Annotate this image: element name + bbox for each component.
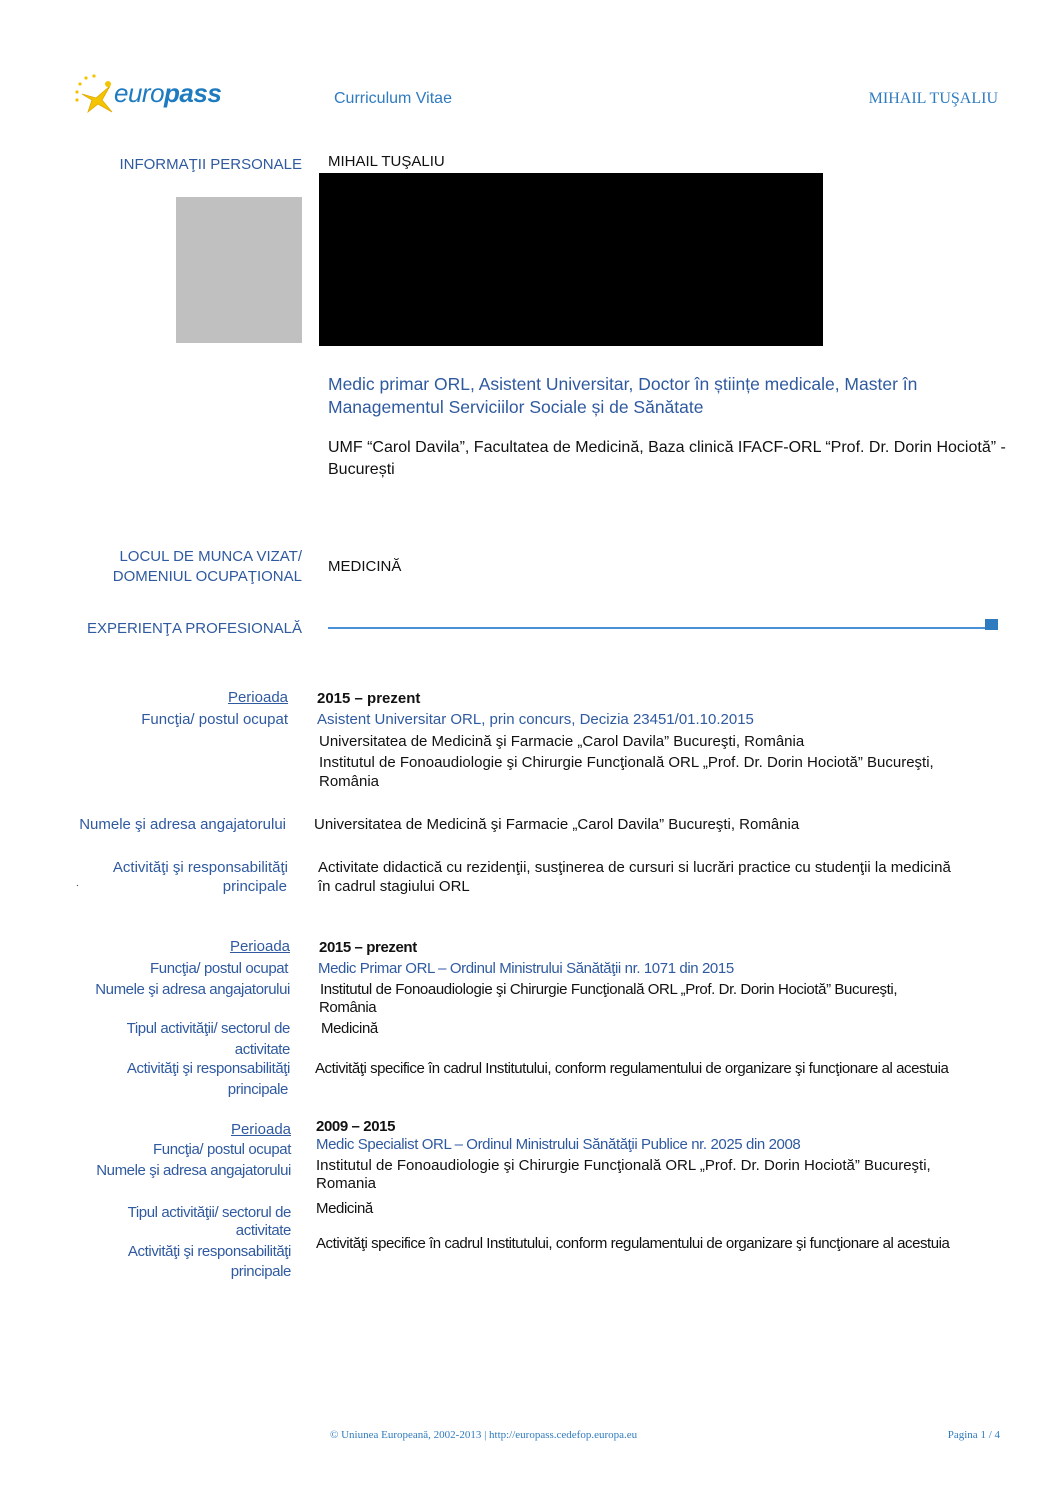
entry1-place2b: România <box>319 773 380 790</box>
job-label-line2: DOMENIUL OCUPAŢIONAL <box>112 568 302 585</box>
entry2-employer-label: Numele şi adresa angajatorului <box>95 981 290 998</box>
entry1-activities-label2: principale <box>222 878 287 895</box>
entry2-activities-label2: principale <box>227 1081 288 1098</box>
entry3-sector: Medicină <box>316 1200 373 1217</box>
entry1-period-label: Perioada <box>227 689 288 706</box>
entry3-function: Medic Specialist ORL – Ordinul Ministrului Sănătăţii Publice nr. 2025 din 2008 <box>316 1136 801 1153</box>
redacted-contact-block <box>319 173 823 346</box>
entry1-activities1: Activitate didactică cu rezidenţii, susţinerea de cursuri si lucrări practice cu studenţii la medicină <box>318 859 951 876</box>
section-divider <box>328 627 986 629</box>
entry3-activities-label1: Activităţi şi responsabilităţi <box>127 1243 291 1260</box>
entry2-function-label: Funcţia/ postul ocupat <box>150 960 288 977</box>
entry3-employer1: Institutul de Fonoaudiologie şi Chirurgie Funcţională ORL „Prof. Dr. Dorin Hociotă” Bucureşti, <box>316 1157 931 1174</box>
entry1-activities-label1: Activităţi şi responsabilităţi <box>112 859 288 876</box>
footer-copyright: © Uniunea Europeană, 2002-2013 | http://europass.cedefop.europa.eu <box>330 1429 638 1441</box>
logo-text-pass: pass <box>164 78 222 108</box>
section-divider-marker <box>985 619 998 630</box>
personal-name: MIHAIL TUŞALIU <box>328 153 445 170</box>
entry3-period: 2009 – 2015 <box>316 1118 396 1135</box>
entry1-function-label: Funcţia/ postul ocupat <box>141 711 288 728</box>
entry3-activities-label2: principale <box>230 1263 291 1280</box>
job-label-line1: LOCUL DE MUNCA VIZAT/ <box>119 548 302 565</box>
entry1-activities2: în cadrul stagiului ORL <box>318 878 470 895</box>
institution: UMF “Carol Davila”, Facultatea de Medicină, Baza clinică IFACF-ORL “Prof. Dr. Dorin Hociotă” - București <box>328 439 1006 478</box>
entry1-period: 2015 – prezent <box>317 690 421 707</box>
entry1-employer: Universitatea de Medicină şi Farmacie „Carol Davila” Bucureşti, România <box>314 816 800 833</box>
section-label-personal: INFORMAŢII PERSONALE <box>119 156 302 173</box>
entry2-period: 2015 – prezent <box>319 939 417 956</box>
entry1-place1: Universitatea de Medicină şi Farmacie „Carol Davila” Bucureşti, România <box>319 733 805 750</box>
logo-text-euro: euro <box>114 78 165 108</box>
entry3-employer2: Romania <box>316 1175 377 1192</box>
entry3-function-label: Funcţia/ postul ocupat <box>153 1141 291 1158</box>
entry3-sector-label1: Tipul activităţii/ sectorul de <box>127 1204 291 1221</box>
entry2-sector: Medicină <box>321 1020 378 1037</box>
section-label-experience: EXPERIENŢA PROFESIONALĂ <box>86 620 302 637</box>
doc-title: Curriculum Vitae <box>334 90 452 107</box>
entry2-sector-label1: Tipul activităţii/ sectorul de <box>126 1020 290 1037</box>
photo-placeholder <box>176 197 302 343</box>
headline: Medic primar ORL, Asistent Universitar, Doctor în științe medicale, Master în Managementul Serviciilor Sociale și de Sănătate <box>328 374 918 417</box>
entry2-function: Medic Primar ORL – Ordinul Ministrului Sănătăţii nr. 1071 din 2015 <box>318 960 734 977</box>
entry3-activities: Activităţi specifice în cadrul Institutului, conform regulamentului de organizare şi funcţionare al acestuia <box>316 1235 950 1252</box>
stray-dot: . <box>76 878 79 889</box>
entry2-period-label: Perioada <box>229 938 290 955</box>
entry1-function: Asistent Universitar ORL, prin concurs, Decizia 23451/01.10.2015 <box>317 711 754 728</box>
entry1-place2: Institutul de Fonoaudiologie şi Chirurgie Funcţională ORL „Prof. Dr. Dorin Hociotă” Bucureşti, <box>319 754 934 771</box>
entry2-activities: Activităţi specifice în cadrul Institutului, conform regulamentului de organizare şi funcţionare al acestuia <box>315 1060 949 1077</box>
entry2-employer2: România <box>319 999 377 1016</box>
header-name: MIHAIL TUŞALIU <box>868 90 998 107</box>
footer-page-number: Pagina 1 / 4 <box>947 1429 1000 1441</box>
entry3-employer-label: Numele şi adresa angajatorului <box>96 1162 291 1179</box>
entry2-sector-label2: activitate <box>234 1041 290 1058</box>
entry1-employer-label: Numele şi adresa angajatorului <box>79 816 286 833</box>
entry3-sector-label2: activitate <box>235 1222 291 1239</box>
europass-logo <box>72 72 222 120</box>
entry2-employer1: Institutul de Fonoaudiologie şi Chirurgie Funcţională ORL „Prof. Dr. Dorin Hociotă” Bucureşti, <box>320 981 898 998</box>
job-value: MEDICINĂ <box>328 558 402 575</box>
entry3-period-label: Perioada <box>230 1121 291 1138</box>
entry2-activities-label1: Activităţi şi responsabilităţi <box>126 1060 290 1077</box>
europass-star-figure-icon <box>72 72 120 120</box>
